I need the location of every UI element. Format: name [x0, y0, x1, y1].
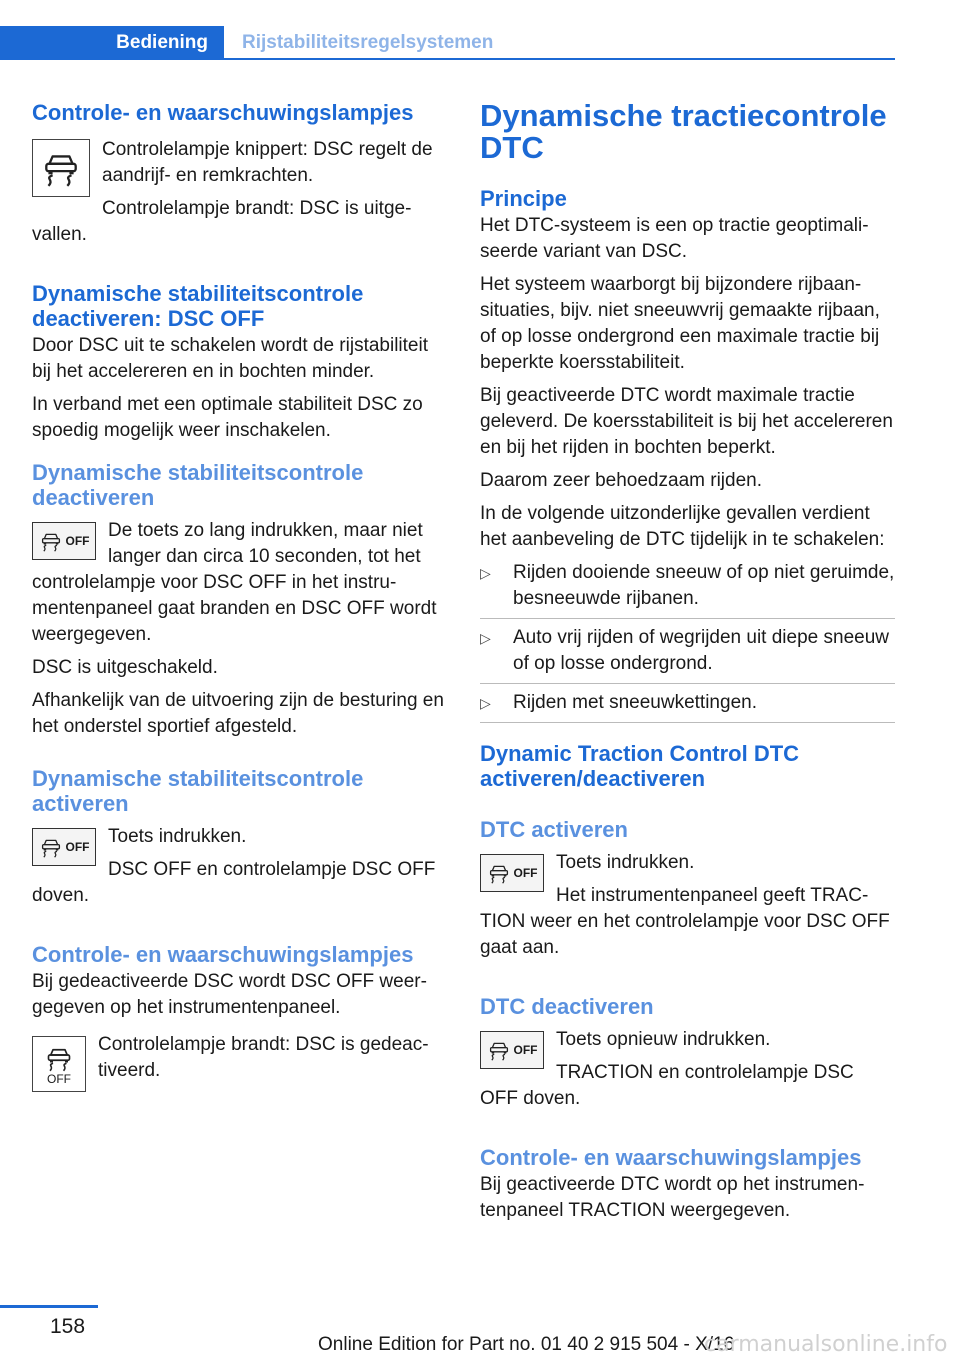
off-label-3: OFF [47, 1072, 71, 1086]
dsc-warning-light-icon [32, 139, 90, 197]
heading-dsc-activeren: Dynamische stabiliteitscontrole activeren [32, 766, 364, 816]
exception-list [480, 560, 895, 723]
text-het-dtc: Het DTC-systeem is een op tractie geoptimaliseerde variant van DSC. [480, 215, 869, 262]
heading-dtc-deactiveren: DTC deactiveren [480, 994, 654, 1019]
right-column [480, 100, 895, 1231]
heading-controle-waarschuwing-2: Controle- en waarschuwingslampjes [32, 942, 414, 967]
text-het-instrumentenpaneel: Het instrumentenpaneel geeft TRACTION weer en het controlelampje voor DSC OFF gaat aan. [480, 885, 890, 958]
dsc-off-warning-light-icon [32, 1036, 86, 1092]
footer-rule [0, 1305, 98, 1308]
text-in-verband: In verband met een optimale stabiliteit DSC zo spoedig mogelijk weer inschakelen. [32, 394, 423, 441]
dsc-off-button-icon [32, 522, 96, 560]
watermark-text: carmanualsonline.info [704, 1332, 948, 1357]
text-brandt-uitgevallen: Controlelampje brandt: DSC is uitgevallen. [32, 198, 412, 245]
list-item: ▷ Rijden dooiende sneeuw of op niet geruimde, besneeuwde rijbanen. [480, 562, 895, 609]
text-bij-geactiveerde: Bij geactiveerde DTC wordt maximale tractie geleverd. De koersstabiliteit is bij het accelereren en bij het rijden in bochten beperkt. [480, 385, 893, 458]
text-dsc-off-doven: DSC OFF en controlelampje DSC OFF doven. [32, 859, 436, 906]
off-label-4: OFF [513, 866, 538, 880]
dsc-off-button-icon-2 [32, 828, 96, 866]
off-label: OFF [65, 534, 90, 548]
heading-dtc-activeren-deactiveren: Dynamic Traction Control DTC activeren/deactiveren [480, 741, 800, 791]
page-header [0, 26, 895, 60]
chapter-tab[interactable]: Bediening [0, 26, 224, 60]
text-afhankelijk: Afhankelijk van de uitvoering zijn de besturing en het onderstel sportief afgesteld. [32, 690, 444, 737]
edition-text: Online Edition for Part no. 01 40 2 915 504 - X/16 [318, 1334, 735, 1355]
list-item: ▷ Rijden met sneeuwkettingen. [480, 690, 895, 716]
text-brandt-gedeac: Controlelampje brandt: DSC is gedeactiveerd. [98, 1034, 429, 1081]
dtc-off-button-icon [480, 854, 544, 892]
heading-dtc-activeren: DTC activeren [480, 817, 628, 842]
off-label-5: OFF [513, 1043, 538, 1057]
text-door-dsc: Door DSC uit te schakelen wordt de rijstabiliteit bij het accelereren en in bochten minder. [32, 335, 429, 382]
text-in-de-volgende: In de volgende uitzonderlijke gevallen verdient het aanbeveling de DTC tijdelijk in te schakelen: [480, 503, 885, 550]
page-number: 158 [50, 1315, 86, 1338]
text-toets-indrukken: Toets indrukken. [108, 826, 247, 847]
text-bij-geactiveerde-dtc: Bij geactiveerde DTC wordt op het instrumentenpaneel TRACTION weergegeven. [480, 1174, 865, 1221]
heading-dsc-deactiveren: Dynamische stabiliteitscontrole deactiveren [32, 460, 364, 510]
heading-dsc-off: Dynamische stabiliteitscontrole deactiveren: DSC OFF [32, 281, 364, 331]
header-rule [224, 58, 895, 60]
heading-principe: Principe [480, 186, 567, 211]
text-traction-doven: TRACTION en controlelampje DSC OFF doven. [480, 1062, 854, 1109]
text-het-systeem: Het systeem waarborgt bij bijzondere rijbaansituaties, bijv. niet sneeuwvrij gemaakte rijbaan, of op losse ondergrond een maximale tractie bij beperkte koersstabiliteit. [480, 274, 880, 373]
off-label-2: OFF [65, 840, 90, 854]
text-uitgeschakeld: DSC is uitgeschakeld. [32, 657, 218, 678]
dtc-off-button-icon-2 [480, 1031, 544, 1069]
text-daarom: Daarom zeer behoedzaam rijden. [480, 470, 762, 491]
triangle-bullet-icon: ▷ [480, 695, 491, 711]
text-bij-gedeactiveerde: Bij gedeactiveerde DSC wordt DSC OFF weergegeven op het instrumentenpaneel. [32, 971, 427, 1018]
text-toets-indrukken-dtc: Toets indrukken. [556, 852, 695, 873]
list-item: ▷ Auto vrij rijden of wegrijden uit diepe sneeuw of op losse ondergrond. [480, 627, 889, 674]
triangle-bullet-icon: ▷ [480, 630, 491, 646]
text-knippert: Controlelampje knippert: DSC regelt de aandrijf- en remkrachten. [102, 139, 433, 186]
heading-dtc: Dynamische tractiecontrole DTC [480, 98, 887, 165]
heading-controle-waarschuwing-3: Controle- en waarschuwingslampjes [480, 1145, 862, 1170]
heading-controle-waarschuwing: Controle- en waarschuwingslampjes [32, 100, 414, 125]
text-toets-opnieuw: Toets opnieuw indrukken. [556, 1029, 771, 1050]
section-tab[interactable]: Rijstabiliteitsregelsystemen [242, 32, 494, 53]
left-column [32, 100, 452, 1098]
triangle-bullet-icon: ▷ [480, 565, 491, 581]
text-toets-lang: De toets zo lang indrukken, maar niet langer dan circa 10 seconden, tot het controlelampje voor DSC OFF in het instrumentenpaneel gaat branden en DSC OFF wordt weergegeven. [32, 520, 437, 645]
